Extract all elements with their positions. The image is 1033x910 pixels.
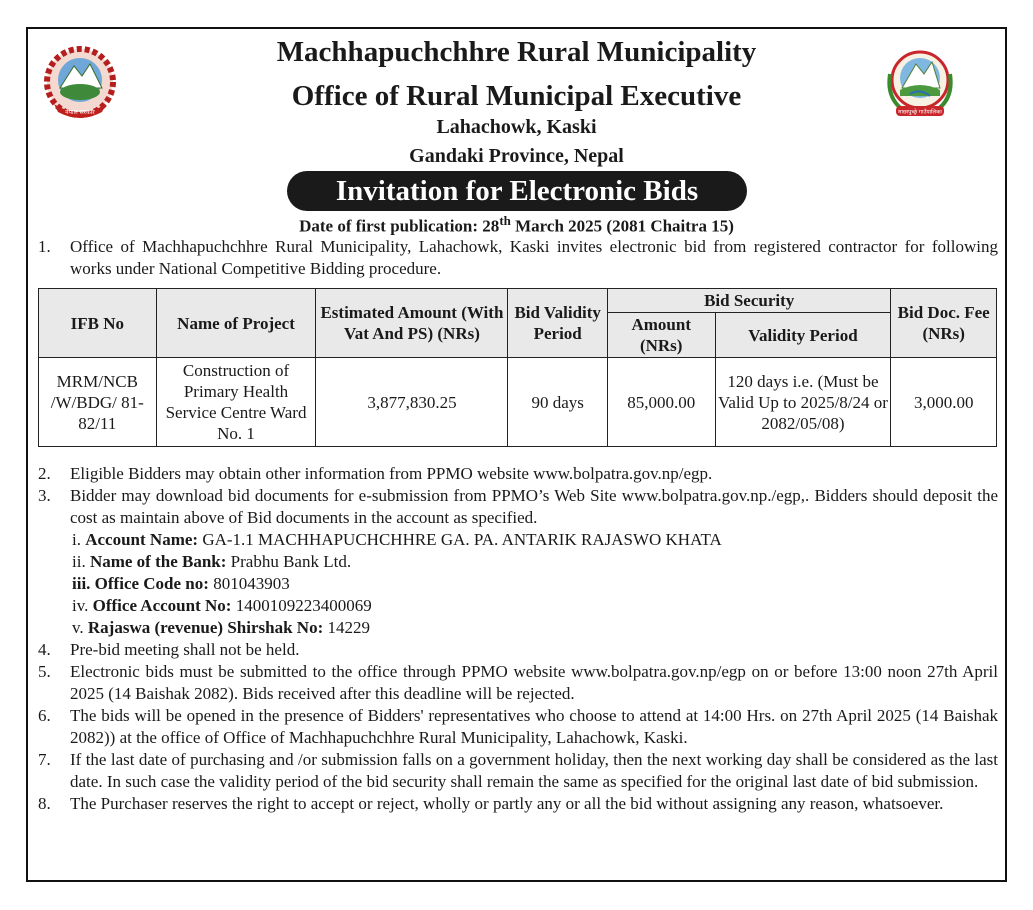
col-security-amount: Amount (NRs) <box>607 313 715 358</box>
office-code-line <box>38 573 998 595</box>
clause-7 <box>38 749 998 793</box>
sub-label: Name of the Bank: <box>89 552 227 571</box>
col-bid-security: Bid Security <box>607 289 890 313</box>
cell-doc-fee: 3,000.00 <box>891 358 997 447</box>
clause-text: Eligible Bidders may obtain other information from PPMO website www.bolpatra.gov.np/egp. <box>70 464 713 483</box>
table-header-row <box>39 289 997 313</box>
table-row <box>39 358 997 447</box>
location: Lahachowk, Kaski <box>436 116 597 138</box>
cell-security-validity: 120 days i.e. (Must be Valid Up to 2025/8/24 or 2082/05/08) <box>715 358 891 447</box>
bid-table <box>38 288 997 447</box>
col-security-validity: Validity Period <box>715 313 891 358</box>
col-doc-fee: Bid Doc. Fee (NRs) <box>891 289 997 358</box>
clause-number: 1. <box>38 237 51 256</box>
sub-roman: i. <box>72 530 81 549</box>
clause-2 <box>38 463 998 485</box>
clause-6 <box>38 705 998 749</box>
office-name: Office of Rural Municipal Executive <box>291 80 742 112</box>
clause-number: 3. <box>38 486 51 505</box>
clause-1 <box>38 236 998 280</box>
clause-8 <box>38 793 998 815</box>
sub-value: 801043903 <box>213 574 290 593</box>
cell-security-amount: 85,000.00 <box>607 358 715 447</box>
clause-number: 2. <box>38 464 51 483</box>
clause-number: 8. <box>38 794 51 813</box>
nepal-emblem-logo <box>40 42 120 122</box>
intro-section <box>38 236 998 280</box>
office-account-line <box>38 595 998 617</box>
sub-value: Prabhu Bank Ltd. <box>230 552 352 571</box>
clause-text: If the last date of purchasing and /or submission falls on a government holiday, then the next working day shall be considered as the last date. In such case the validity period of the bid security shall remain the same as specified for the original last date of bid submission. <box>70 750 998 791</box>
bank-name-line <box>38 551 998 573</box>
clause-text: Pre-bid meeting shall not be held. <box>70 640 300 659</box>
sub-label: Office Code no: <box>94 574 209 593</box>
col-estimated-amount: Estimated Amount (With Vat And PS) (NRs) <box>316 289 508 358</box>
col-ifb-no: IFB No <box>39 289 157 358</box>
clause-text: Electronic bids must be submitted to the office through PPMO website www.bolpatra.gov.np/egp on or before 13:00 noon 27th April 2025 (14 Baishak 2082). Bids received after this deadline will be rejected. <box>70 662 998 703</box>
sub-value: 1400109223400069 <box>235 596 372 615</box>
sub-label: Rajaswa (revenue) Shirshak No: <box>87 618 324 637</box>
clause-text: Office of Machhapuchchhre Rural Municipality, Lahachowk, Kaski invites electronic bid from registered contractor for following works under National Competitive Bidding procedure. <box>70 237 998 278</box>
municipality-name: Machhapuchchhre Rural Municipality <box>276 36 757 68</box>
municipality-logo <box>880 44 960 124</box>
logo-left-text: नेपाल सरकार <box>65 109 95 116</box>
sub-label: Account Name: <box>85 530 199 549</box>
clause-4 <box>38 639 998 661</box>
sub-roman: iv. <box>72 596 89 615</box>
cell-ifb-no: MRM/NCB /W/BDG/ 81-82/11 <box>39 358 157 447</box>
publication-date <box>150 213 883 237</box>
province: Gandaki Province, Nepal <box>409 145 624 167</box>
sub-value: 14229 <box>327 618 370 637</box>
clause-text: The bids will be opened in the presence of Bidders' representatives who choose to attend at 14:00 Hrs. on 27th April 2025 (14 Baishak 2082)) at the office of Office of Machhapuchchhre Rural Municipality, Lahachowk, Kaski. <box>70 706 998 747</box>
clause-text: The Purchaser reserves the right to accept or reject, wholly or partly any or all the bid without assigning any reason, whatsoever. <box>70 794 944 813</box>
sub-roman: v. <box>72 618 84 637</box>
logo-right-text: माछापुच्छ्रे गाउँपालिका <box>898 109 942 116</box>
clause-3 <box>38 485 998 529</box>
col-project-name: Name of Project <box>156 289 316 358</box>
sub-roman: iii. <box>72 574 91 593</box>
cell-bid-validity: 90 days <box>508 358 608 447</box>
clause-text: Bidder may download bid documents for e-submission from PPMO’s Web Site www.bolpatra.gov.np./egp,. Bidders should deposit the cost as maintain above of Bid documents in the account as specified. <box>70 486 998 527</box>
cell-project-name: Construction of Primary Health Service Centre Ward No. 1 <box>156 358 316 447</box>
col-bid-validity: Bid Validity Period <box>508 289 608 358</box>
conditions-section <box>38 463 998 815</box>
clause-number: 4. <box>38 640 51 659</box>
clause-number: 7. <box>38 750 51 769</box>
pub-date-prefix: Date of first publication: 28 <box>299 216 500 236</box>
clause-number: 6. <box>38 706 51 725</box>
clause-number: 5. <box>38 662 51 681</box>
pub-date-suffix: March 2025 (2081 Chaitra 15) <box>510 216 734 236</box>
clause-5 <box>38 661 998 705</box>
account-name-line <box>38 529 998 551</box>
sub-value: GA-1.1 MACHHAPUCHCHHRE GA. PA. ANTARIK RAJASWO KHATA <box>202 530 722 549</box>
revenue-shirshak-line <box>38 617 998 639</box>
pub-date-sup: th <box>499 213 511 228</box>
sub-roman: ii. <box>72 552 86 571</box>
cell-estimated-amount: 3,877,830.25 <box>316 358 508 447</box>
sub-label: Office Account No: <box>92 596 232 615</box>
notice-title-banner: Invitation for Electronic Bids <box>287 171 747 211</box>
